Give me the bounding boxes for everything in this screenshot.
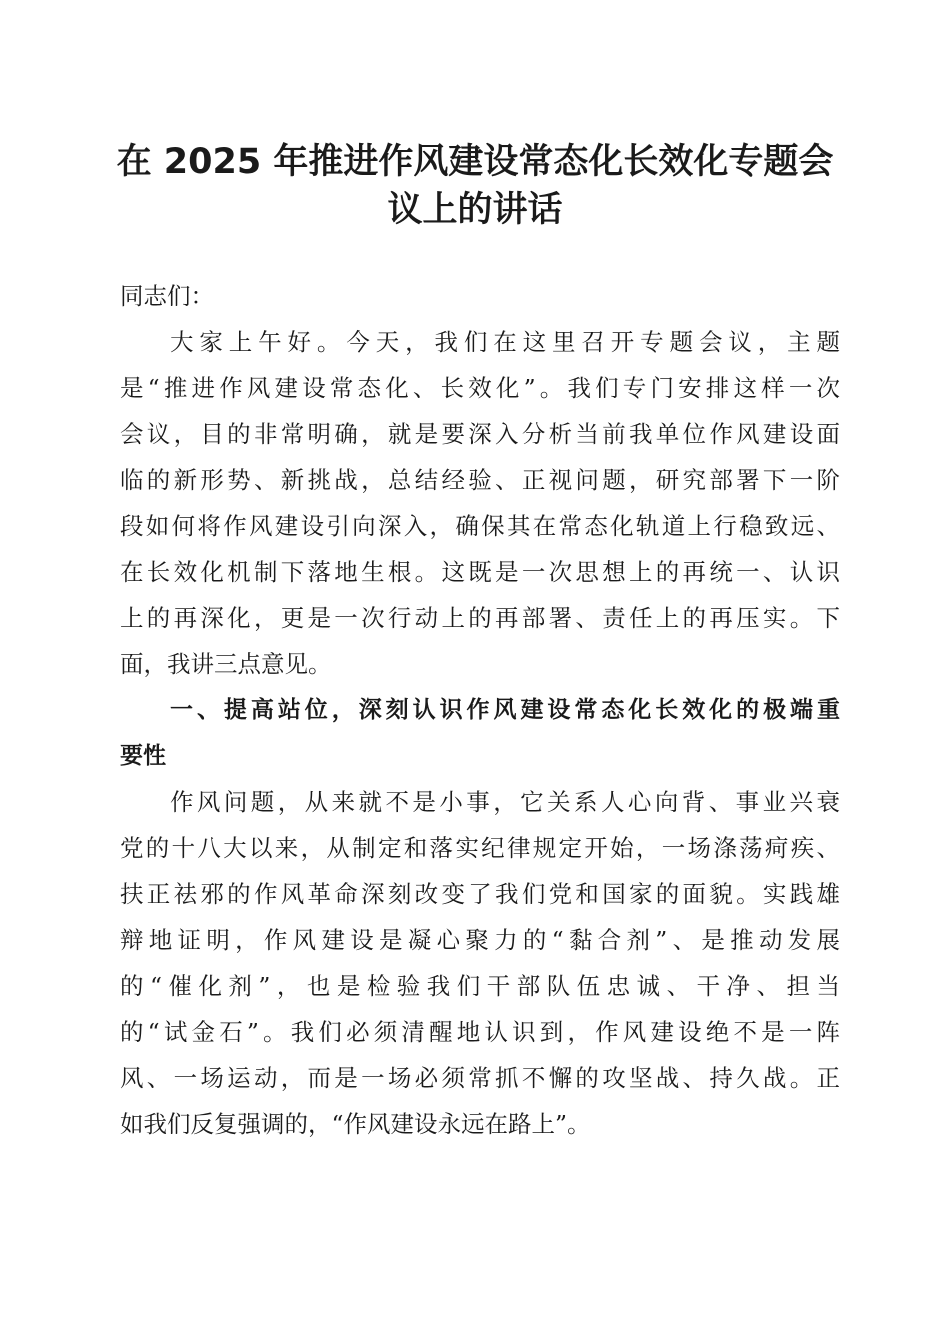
- salutation-block: [120, 273, 840, 319]
- paragraph-1-line: 段如何将作风建设引向深入，确保其在常态化轨道上行稳致远、: [120, 512, 840, 540]
- section-heading-1: [120, 687, 840, 779]
- title-line-2: 议上的讲话: [387, 190, 563, 230]
- paragraph-2-line: 如我们反复强调的，“作风建设永远在路上”。: [120, 1110, 591, 1138]
- paragraph-1-line: 大家上午好。今天，我们在这里召开专题会议，主题: [170, 328, 840, 356]
- paragraph-1-line: 面，我讲三点意见。: [120, 650, 332, 678]
- paragraph-1: [120, 319, 840, 687]
- paragraph-1-line: 在长效化机制下落地生根。这既是一次思想上的再统一、认识: [120, 558, 840, 586]
- title-line-1: 在 2025 年推进作风建设常态化长效化专题会: [116, 142, 834, 182]
- salutation: 同志们：: [120, 282, 214, 310]
- paragraph-2-line: 扶正祛邪的作风革命深刻改变了我们党和国家的面貌。实践雄: [120, 880, 840, 908]
- paragraph-2-line: 的“催化剂”，也是检验我们干部队伍忠诚、干净、担当: [120, 972, 840, 1000]
- paragraph-2: [120, 779, 840, 1147]
- document-title: [110, 138, 840, 234]
- paragraph-1-line: 临的新形势、新挑战，总结经验、正视问题，研究部署下一阶: [120, 466, 840, 494]
- paragraph-2-line: 作风问题，从来就不是小事，它关系人心向背、事业兴衰: [170, 788, 840, 816]
- paragraph-2-line: 辩地证明，作风建设是凝心聚力的“黏合剂”、是推动发展: [120, 926, 840, 954]
- paragraph-1-line: 会议，目的非常明确，就是要深入分析当前我单位作风建设面: [120, 420, 840, 448]
- paragraph-1-line: 上的再深化，更是一次行动上的再部署、责任上的再压实。下: [120, 604, 840, 632]
- paragraph-2-line: 风、一场运动，而是一场必须常抓不懈的攻坚战、持久战。正: [120, 1064, 840, 1092]
- paragraph-2-line: 的“试金石”。我们必须清醒地认识到，作风建设绝不是一阵: [120, 1018, 840, 1046]
- section-heading-line: 要性: [120, 743, 166, 769]
- paragraph-2-line: 党的十八大以来，从制定和落实纪律规定开始，一场涤荡疴疾、: [120, 834, 840, 862]
- paragraph-1-line: 是“推进作风建设常态化、长效化”。我们专门安排这样一次: [120, 374, 840, 402]
- section-heading-line: 一、提高站位，深刻认识作风建设常态化长效化的极端重: [170, 697, 840, 723]
